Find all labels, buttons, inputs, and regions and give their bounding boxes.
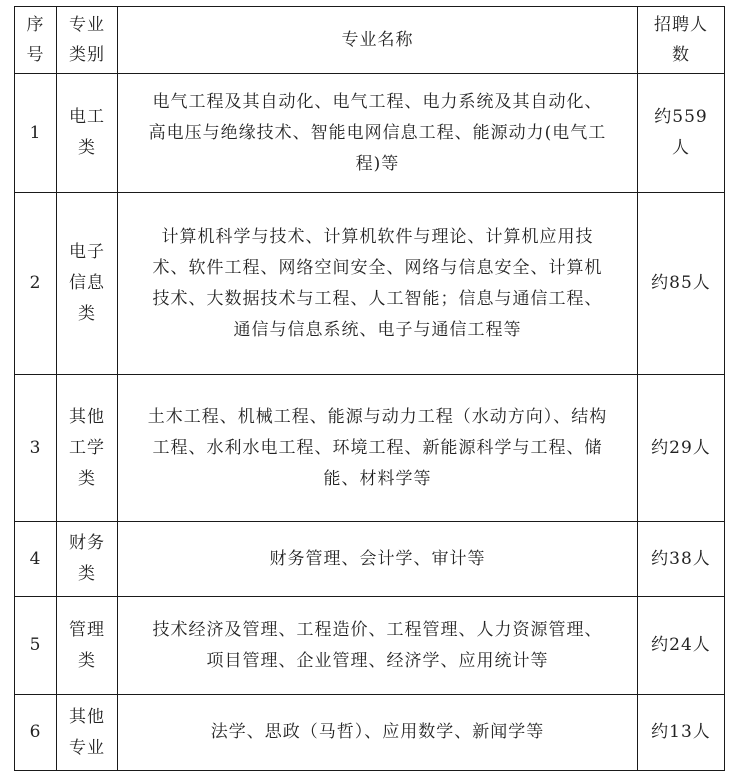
table-row [15, 193, 725, 375]
row-category-text: 其他专业 [69, 706, 105, 758]
row-count [638, 193, 725, 375]
row-count-text: 约85人 [651, 273, 711, 293]
row-count [638, 522, 725, 597]
row-category-text: 管理类 [69, 619, 105, 671]
row-no: 1 [15, 74, 57, 193]
row-category-text: 财务类 [69, 533, 105, 584]
row-count [638, 695, 725, 771]
row-count [638, 597, 725, 695]
row-count-text: 约24人 [651, 635, 711, 655]
row-count [638, 74, 725, 193]
row-names: 计算机科学与技术、计算机软件与理论、计算机应用技术、软件工程、网络空间安全、网络与信息安全、计算机技术、大数据技术与工程、人工智能；信息与通信工程、通信与信息系统、电子与通信工程等 [118, 193, 638, 375]
row-count-text: 约559人 [654, 107, 708, 158]
header-names: 专业名称 [118, 7, 638, 74]
row-category [57, 597, 118, 695]
table-row [15, 695, 725, 771]
header-count [638, 7, 725, 74]
recruitment-table [14, 6, 725, 771]
table-row [15, 74, 725, 193]
row-no: 3 [15, 375, 57, 522]
header-category [57, 7, 118, 74]
row-names: 法学、思政（马哲）、应用数学、新闻学等 [118, 695, 638, 771]
header-row [15, 7, 725, 74]
row-no: 4 [15, 522, 57, 597]
header-count-text: 招聘人数 [654, 15, 708, 65]
header-no-text: 序号 [26, 15, 45, 65]
row-count [638, 375, 725, 522]
row-category [57, 522, 118, 597]
row-count-text: 约29人 [651, 437, 711, 458]
table-row [15, 597, 725, 695]
row-category-text: 电子信息类 [69, 242, 105, 324]
row-category-text: 电工类 [69, 107, 105, 158]
row-category [57, 193, 118, 375]
header-category-text: 专业类别 [69, 15, 105, 65]
table-row [15, 375, 725, 522]
row-names: 技术经济及管理、工程造价、工程管理、人力资源管理、项目管理、企业管理、经济学、应用统计等 [118, 597, 638, 695]
header-no [15, 7, 57, 74]
row-no: 6 [15, 695, 57, 771]
row-category [57, 375, 118, 522]
row-no: 2 [15, 193, 57, 375]
row-no: 5 [15, 597, 57, 695]
row-names: 土木工程、机械工程、能源与动力工程（水动方向）、结构工程、水利水电工程、环境工程、新能源科学与工程、储能、材料学等 [118, 375, 638, 522]
row-category-text: 其他工学类 [69, 406, 105, 489]
row-category [57, 695, 118, 771]
table-row [15, 522, 725, 597]
row-names: 财务管理、会计学、审计等 [118, 522, 638, 597]
row-category [57, 74, 118, 193]
row-names: 电气工程及其自动化、电气工程、电力系统及其自动化、高电压与绝缘技术、智能电网信息工程、能源动力(电气工程)等 [118, 74, 638, 193]
row-count-text: 约13人 [651, 722, 711, 742]
row-count-text: 约38人 [651, 548, 711, 569]
